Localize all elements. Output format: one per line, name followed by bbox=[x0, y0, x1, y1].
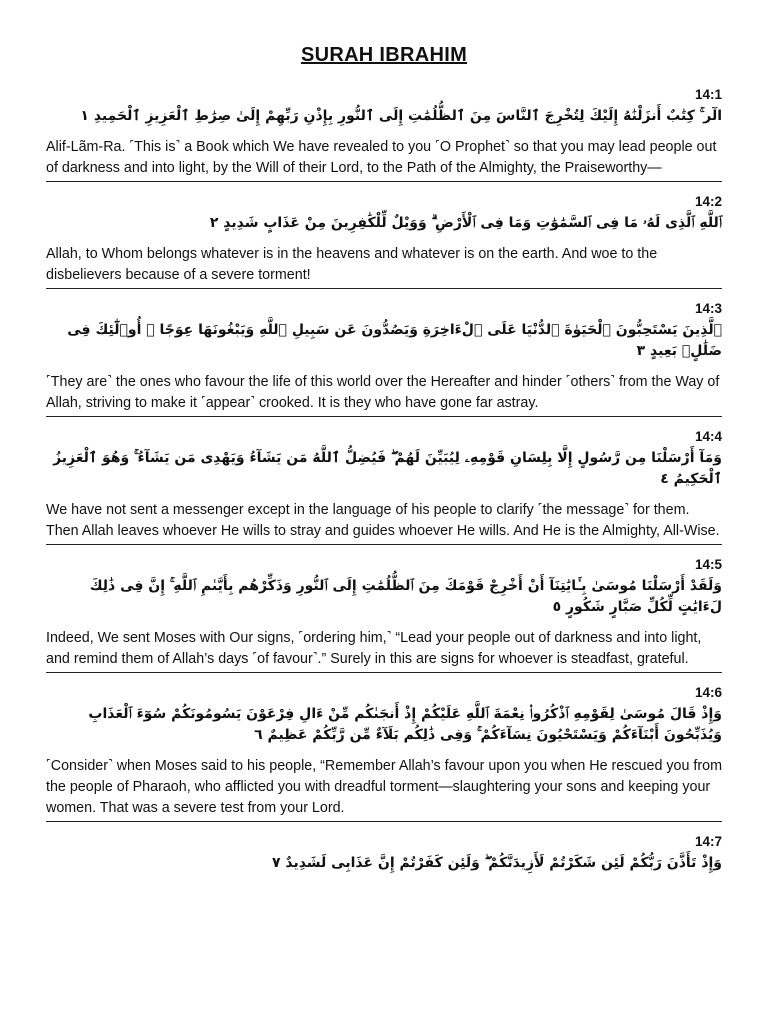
verse-14-6 bbox=[46, 673, 722, 822]
arabic-text: ٱلَّذِينَ يَسْتَحِبُّونَ ٱلْحَيَوٰةَ ٱلدُّنْيَا عَلَى ٱلْءَاخِرَةِ وَيَصُدُّونَ عَن سَبِيلِ ٱللَّهِ وَيَبْغُونَهَا عِوَجًا ۚ أُو۟لَٰٓئِكَ فِى ضَلَٰلٍۭ بَعِيدٍ ٣ bbox=[67, 322, 722, 359]
verse-reference: 14:5 bbox=[694, 557, 722, 572]
verse-reference: 14:1 bbox=[694, 87, 722, 102]
verse-14-1 bbox=[46, 75, 722, 182]
arabic-text: وَمَآ أَرْسَلْنَا مِن رَّسُولٍ إِلَّا بِلِسَانِ قَوْمِهِۦ لِيُبَيِّنَ لَهُمْ ۖ فَيُضِلُّ ٱللَّهُ مَن يَشَآءُ وَيَهْدِى مَن يَشَآءُ ۚ وَهُوَ ٱلْعَزِيزُ ٱلْحَكِيمُ ٤ bbox=[53, 450, 722, 487]
verse-reference: 14:2 bbox=[694, 194, 722, 209]
verse-14-7 bbox=[46, 822, 722, 874]
verse-14-3 bbox=[46, 289, 722, 417]
english-translation: Allah, to Whom belongs whatever is in the heavens and whatever is on the earth. And woe to the disbelievers because of a severe torment! bbox=[46, 246, 658, 283]
verse-reference: 14:4 bbox=[694, 429, 722, 444]
arabic-text: الٓر ۚ كِتَٰبٌ أَنزَلْنَٰهُ إِلَيْكَ لِتُخْرِجَ ٱلنَّاسَ مِنَ ٱلظُّلُمَٰتِ إِلَى ٱلنُّورِ بِإِذْنِ رَبِّهِمْ إِلَىٰ صِرَٰطِ ٱلْعَزِيزِ ٱلْحَمِيدِ ١ bbox=[80, 108, 722, 124]
arabic-text: وَإِذْ تَأَذَّنَ رَبُّكُمْ لَئِن شَكَرْتُمْ لَأَزِيدَنَّكُمْ ۖ وَلَئِن كَفَرْتُمْ إِنَّ عَذَابِى لَشَدِيدٌ ٧ bbox=[271, 855, 722, 871]
english-translation: Alif-Lãm-Ra. ˹This is˺ a Book which We have revealed to you ˹O Prophet˺ so that you may lead people out of darkness and into light, by the Will of their Lord, to the Path of the Almighty, the Praiseworthy— bbox=[46, 139, 717, 176]
arabic-text: ٱللَّهِ ٱلَّذِى لَهُۥ مَا فِى ٱلسَّمَٰوَٰتِ وَمَا فِى ٱلْأَرْضِ ۗ وَوَيْلٌ لِّلْكَٰفِرِينَ مِنْ عَذَابٍ شَدِيدٍ ٢ bbox=[209, 215, 722, 231]
english-translation: We have not sent a messenger except in the language of his people to clarify ˹the message˺ for them. Then Allah leaves whoever He wills to stray and guides whoever He wills. And He is the Almighty, All-Wise. bbox=[46, 502, 720, 539]
verse-reference: 14:7 bbox=[694, 834, 722, 849]
page-title: SURAH IBRAHIM bbox=[300, 44, 468, 66]
verse-reference: 14:3 bbox=[694, 301, 722, 316]
english-translation: ˹Consider˺ when Moses said to his people, “Remember Allah’s favour upon you when He rescued you from the people of Pharaoh, who afflicted you with dreadful torment—slaughtering your sons and keeping your women. That was a severe test from your Lord. bbox=[46, 758, 723, 816]
document-page bbox=[46, 0, 722, 884]
arabic-text: وَلَقَدْ أَرْسَلْنَا مُوسَىٰ بِـَٔايَٰتِنَآ أَنْ أَخْرِجْ قَوْمَكَ مِنَ ٱلظُّلُمَٰتِ إِلَى ٱلنُّورِ وَذَكِّرْهُم بِأَيَّىٰمِ ٱللَّهِ ۚ إِنَّ فِى ذَٰلِكَ لَءَايَٰتٍ لِّكُلِّ صَبَّارٍ شَكُورٍ ٥ bbox=[89, 578, 722, 615]
verse-14-2 bbox=[46, 182, 722, 289]
english-translation: ˹They are˺ the ones who favour the life of this world over the Hereafter and hinder ˹others˺ from the Way of Allah, striving to make it ˹appear˺ crooked. It is they who have gone far astray. bbox=[46, 374, 720, 411]
arabic-text: وَإِذْ قَالَ مُوسَىٰ لِقَوْمِهِ ٱذْكُرُوا۟ نِعْمَةَ ٱللَّهِ عَلَيْكُمْ إِذْ أَنجَىٰكُم مِّنْ ءَالِ فِرْعَوْنَ يَسُومُونَكُمْ سُوٓءَ ٱلْعَذَابِ وَيُذَبِّحُونَ أَبْنَآءَكُمْ وَيَسْتَحْيُونَ نِسَآءَكُمْ ۚ وَفِى ذَٰلِكُم بَلَآءٌ مِّن رَّبِّكُمْ عَظِيمٌ ٦ bbox=[88, 706, 722, 743]
english-translation: Indeed, We sent Moses with Our signs, ˹ordering him,˺ “Lead your people out of darkness and into light, and remind them of Allah’s days ˹of favour˺.” Surely in this are signs for whoever is steadfast, grateful. bbox=[46, 630, 702, 667]
verse-14-4 bbox=[46, 417, 722, 545]
verse-14-5 bbox=[46, 545, 722, 673]
verse-reference: 14:6 bbox=[694, 685, 722, 700]
